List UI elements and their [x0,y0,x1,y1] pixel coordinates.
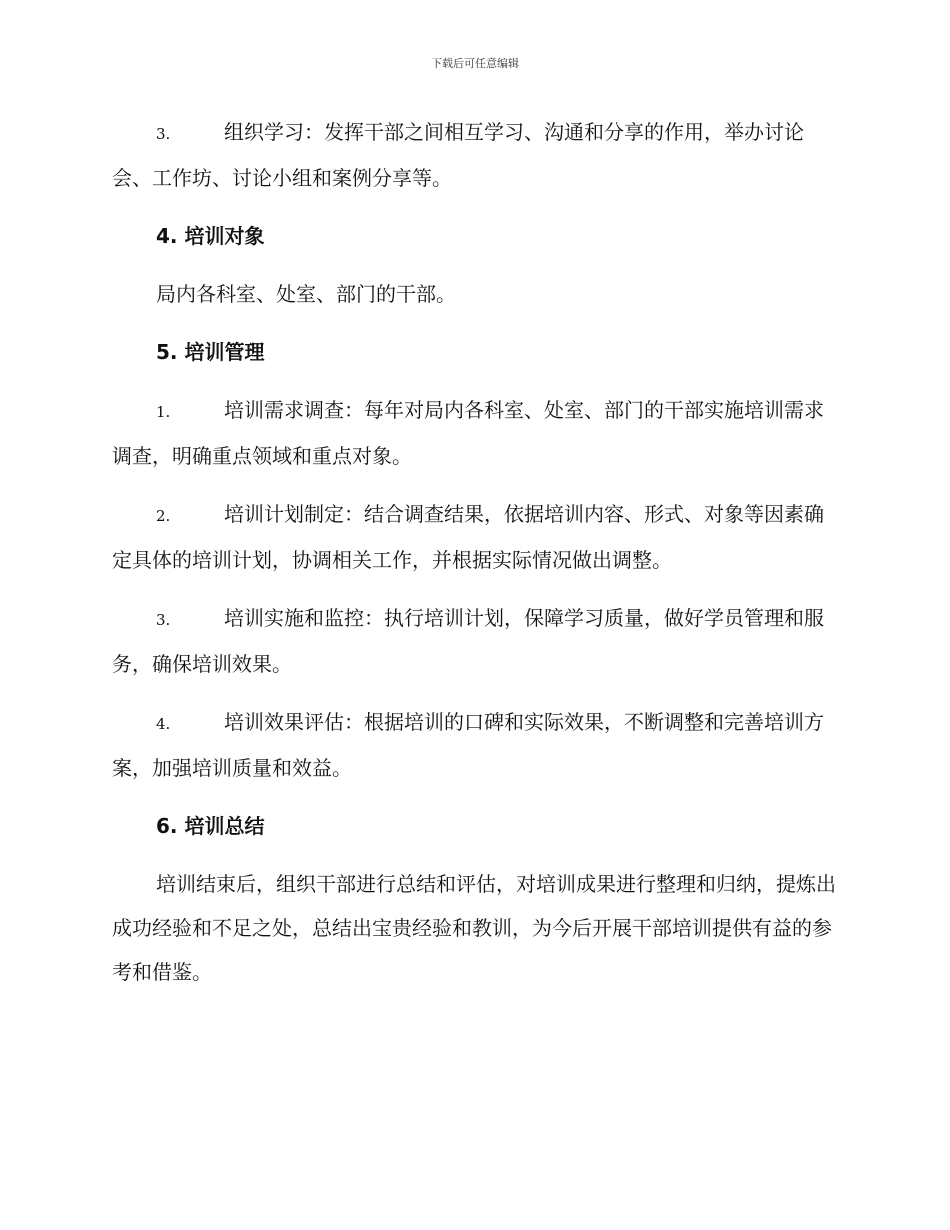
item-text: 培训效果评估：根据培训的口碑和实际效果，不断调整和完善培训方案，加强培训质量和效益。 [112,710,824,780]
item-text: 组织学习：发挥干部之间相互学习、沟通和分享的作用，举办讨论会、工作坊、讨论小组和案例分享等。 [112,120,804,190]
item-text: 培训需求调查：每年对局内各科室、处室、部门的干部实施培训需求调查，明确重点领域和重点对象。 [112,398,824,468]
section-heading-training-target: 4. 培训对象 [156,224,265,248]
page-header: 下载后可任意编辑 [431,57,519,70]
item-text: 培训实施和监控：执行培训计划，保障学习质量，做好学员管理和服务，确保培训效果。 [112,606,824,676]
numbered-item [112,110,837,200]
numbered-item [112,596,837,686]
paragraph: 局内各科室、处室、部门的干部。 [156,282,456,306]
section-heading-training-summary: 6. 培训总结 [156,814,265,838]
document-body [112,110,837,1008]
numbered-item [112,700,837,790]
item-number: 2. [156,507,171,525]
section-heading-training-management: 5. 培训管理 [156,340,265,364]
item-number: 3. [156,611,171,629]
paragraph: 培训结束后，组织干部进行总结和评估，对培训成果进行整理和归纳，提炼出成功经验和不足之处，总结出宝贵经验和教训，为今后开展干部培训提供有益的参考和借鉴。 [112,872,836,984]
item-number: 3. [156,125,171,143]
item-text: 培训计划制定：结合调查结果，依据培训内容、形式、对象等因素确定具体的培训计划，协调相关工作，并根据实际情况做出调整。 [112,502,824,572]
item-number: 4. [156,715,171,733]
numbered-item [112,388,837,478]
item-number: 1. [156,403,171,421]
numbered-item [112,492,837,582]
